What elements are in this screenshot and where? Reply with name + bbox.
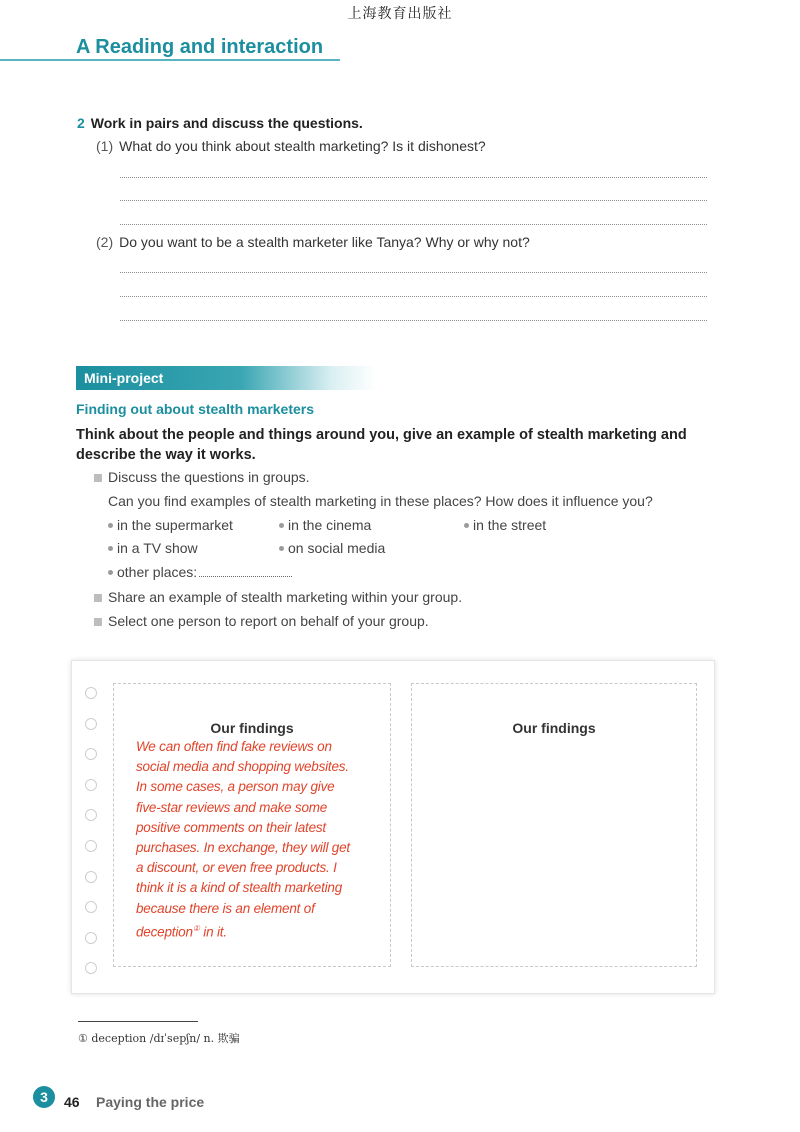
place-label: in the cinema <box>288 517 372 533</box>
footnote-marker: ① <box>192 923 200 933</box>
footnote: ① deception /dɪˈsepʃn/ n. 欺骗 <box>78 1032 240 1045</box>
bullet-dot-icon <box>108 570 113 575</box>
binder-ring-icon <box>85 962 97 974</box>
step-3-text: Select one person to report on behalf of your group. <box>108 613 429 629</box>
answer-line[interactable] <box>120 200 707 201</box>
mini-project-label: Mini-project <box>84 370 164 386</box>
handwritten-line: In some cases, a person may give <box>136 779 335 795</box>
footnote-rule <box>78 1021 198 1022</box>
square-bullet-icon <box>94 474 102 482</box>
binder-ring-icon <box>85 901 97 913</box>
place-item <box>108 564 292 580</box>
handwritten-line: We can often find fake reviews on <box>136 739 332 754</box>
place-item <box>108 517 233 533</box>
answer-line[interactable] <box>120 296 707 297</box>
handwritten-line: think it is a kind of stealth marketing <box>136 880 343 896</box>
binder-ring-icon <box>85 932 97 944</box>
handwritten-line: social media and shopping websites. <box>136 759 349 775</box>
unit-title: Paying the price <box>96 1094 205 1110</box>
place-item <box>108 540 198 556</box>
answer-line[interactable] <box>120 272 707 273</box>
question-heading-text: Work in pairs and discuss the questions. <box>90 115 363 131</box>
place-label: other places: <box>117 564 198 580</box>
section-title: A Reading and interaction <box>76 36 324 58</box>
page-number: 46 <box>64 1094 80 1110</box>
answer-line[interactable] <box>120 320 707 321</box>
sub-question-2-text: Do you want to be a stealth marketer like Tanya? Why or why not? <box>119 234 530 250</box>
prompt-text: Can you find examples of stealth marketing in these places? How does it influence you? <box>108 493 653 509</box>
step-2-text: Share an example of stealth marketing within your group. <box>108 589 463 605</box>
binder-ring-icon <box>85 779 97 791</box>
place-label: in a TV show <box>117 540 198 556</box>
bullet-dot-icon <box>279 546 284 551</box>
binder-ring-icon <box>85 840 97 852</box>
binder-ring-icon <box>85 748 97 760</box>
bullet-dot-icon <box>108 523 113 528</box>
findings-card-title: Our findings <box>512 720 596 736</box>
other-places-blank[interactable] <box>199 565 292 577</box>
handwritten-line <box>136 919 386 943</box>
square-bullet-icon <box>94 594 102 602</box>
mini-project-instruction: Think about the people and things around you, give an example of stealth marketing and describe the way it works. <box>76 427 687 463</box>
findings-card-blank[interactable] <box>411 683 697 967</box>
publisher-header: 上海教育出版社 <box>347 6 453 22</box>
findings-card-example <box>113 683 391 967</box>
handwritten-word: deception <box>136 924 193 940</box>
sub-question-1 <box>96 138 486 154</box>
binder-ring-icon <box>85 718 97 730</box>
binder-ring-icon <box>85 871 97 883</box>
step-1-text: Discuss the questions in groups. <box>108 469 310 485</box>
bullet-dot-icon <box>108 546 113 551</box>
question-heading <box>77 115 363 131</box>
mini-project-banner <box>76 366 376 390</box>
sub-question-1-label: (1) <box>96 138 114 154</box>
place-item <box>279 540 385 556</box>
binder-ring-icon <box>85 809 97 821</box>
handwritten-line: positive comments on their latest <box>136 819 326 835</box>
sub-question-2-label: (2) <box>96 234 114 250</box>
sub-question-2 <box>96 234 530 250</box>
place-label: in the supermarket <box>117 517 233 533</box>
square-bullet-icon <box>94 618 102 626</box>
handwritten-line: because there is an element of <box>136 900 315 916</box>
handwritten-tail: in it. <box>199 924 227 940</box>
findings-card-title: Our findings <box>210 720 294 736</box>
binder-ring-icon <box>85 687 97 699</box>
mini-project-subtitle: Finding out about stealth marketers <box>76 401 315 417</box>
answer-line[interactable] <box>120 177 707 178</box>
answer-line[interactable] <box>120 224 707 225</box>
bullet-dot-icon <box>279 523 284 528</box>
handwritten-line: purchases. In exchange, they will get <box>136 840 350 856</box>
place-label: on social media <box>288 540 386 556</box>
unit-number-badge: 3 <box>33 1086 55 1108</box>
place-item <box>464 517 546 533</box>
bullet-dot-icon <box>464 523 469 528</box>
question-number: 2 <box>77 115 85 131</box>
place-item <box>279 517 371 533</box>
section-rule <box>0 59 340 61</box>
handwritten-answer <box>136 737 386 943</box>
handwritten-line: five-star reviews and make some <box>136 799 328 815</box>
handwritten-line: a discount, or even free products. I <box>136 860 337 876</box>
sub-question-1-text: What do you think about stealth marketing? Is it dishonest? <box>119 138 486 154</box>
place-label: in the street <box>473 517 547 533</box>
